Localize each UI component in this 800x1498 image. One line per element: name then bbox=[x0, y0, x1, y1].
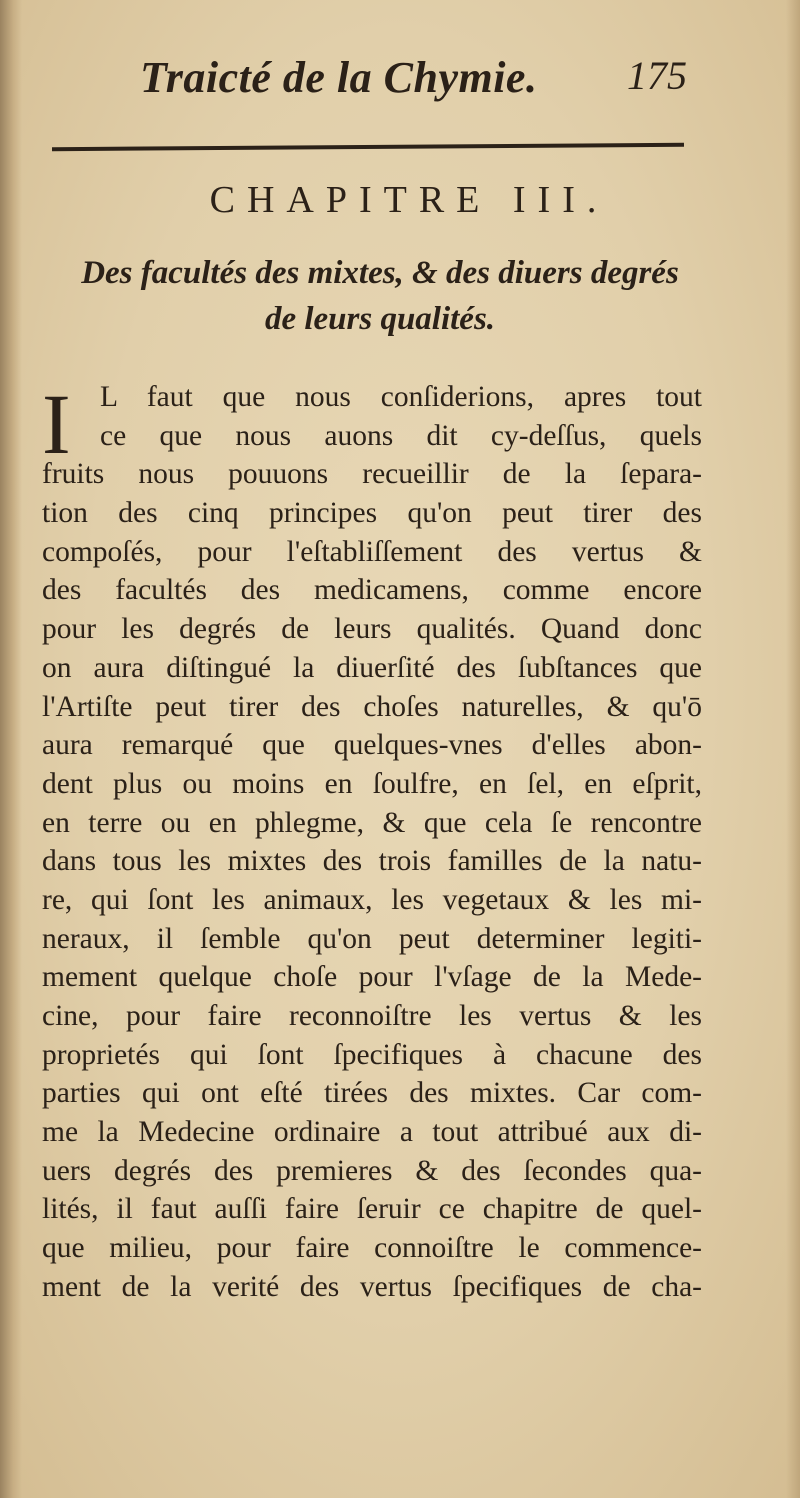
text-line: que milieu, pour faire connoiſtre le commence- bbox=[42, 1232, 702, 1265]
text-line: lités, il faut auſſi faire ſeruir ce chapitre de quel- bbox=[42, 1193, 702, 1226]
chapter-subtitle bbox=[30, 250, 730, 342]
text-line: ment de la verité des vertus ſpecifiques de cha- bbox=[42, 1270, 702, 1303]
text-line: ce que nous auons dit cy-deſſus, quels bbox=[100, 419, 702, 452]
text-line: mement quelque choſe pour l'vſage de la Mede- bbox=[42, 961, 702, 994]
text-line: l'Artiſte peut tirer des choſes naturelles, & qu'ō bbox=[42, 690, 702, 723]
body-text bbox=[42, 378, 702, 1307]
drop-cap: I bbox=[42, 376, 71, 472]
text-line: cine, pour faire reconnoiſtre les vertus & les bbox=[42, 1000, 702, 1032]
page-number: 175 bbox=[627, 53, 687, 98]
header-rule bbox=[52, 143, 684, 151]
chapter-heading: CHAPITRE III. bbox=[209, 179, 609, 221]
text-line: dans tous les mixtes des trois familles de la natu- bbox=[42, 845, 702, 878]
text-line: fruits nous pouuons recueillir de la ſepara- bbox=[42, 458, 702, 491]
text-line: aura remarqué que quelques-vnes d'elles abon- bbox=[42, 729, 702, 762]
subtitle-line: de leurs qualités. bbox=[264, 301, 496, 337]
text-line: en terre ou en phlegme, & que cela ſe rencontre bbox=[42, 806, 702, 839]
text-line: pour les degrés de leurs qualités. Quand donc bbox=[42, 613, 702, 646]
text-line: des facultés des medicamens, comme encore bbox=[42, 574, 702, 607]
text-line: proprietés qui ſont ſpecifiques à chacune des bbox=[42, 1038, 702, 1071]
text-line: me la Medecine ordinaire a tout attribué aux di- bbox=[42, 1116, 702, 1149]
text-line: dent plus ou moins en ſoulfre, en ſel, en eſprit, bbox=[42, 767, 702, 800]
text-line: L faut que nous conſiderions, apres tout bbox=[100, 381, 702, 413]
text-line: uers degrés des premieres & des ſecondes qua- bbox=[42, 1154, 702, 1187]
page-edge bbox=[786, 0, 800, 1498]
text-line: compoſés, pour l'eſtabliſſement des vertus & bbox=[42, 535, 702, 568]
text-line: re, qui ſont les animaux, les vegetaux & les mi- bbox=[42, 883, 702, 916]
text-line: parties qui ont eſté tirées des mixtes. Car com- bbox=[42, 1077, 702, 1110]
text-line: tion des cinq principes qu'on peut tirer des bbox=[42, 497, 702, 530]
subtitle-line: Des facultés des mixtes, & des diuers degrés bbox=[81, 255, 679, 291]
text-line: neraux, il ſemble qu'on peut determiner legiti- bbox=[42, 922, 702, 955]
running-head: Traicté de la Chymie. bbox=[140, 53, 538, 102]
page-gutter bbox=[0, 0, 22, 1498]
text-line: on aura diſtingué la diuerſité des ſubſtances que bbox=[42, 651, 702, 684]
